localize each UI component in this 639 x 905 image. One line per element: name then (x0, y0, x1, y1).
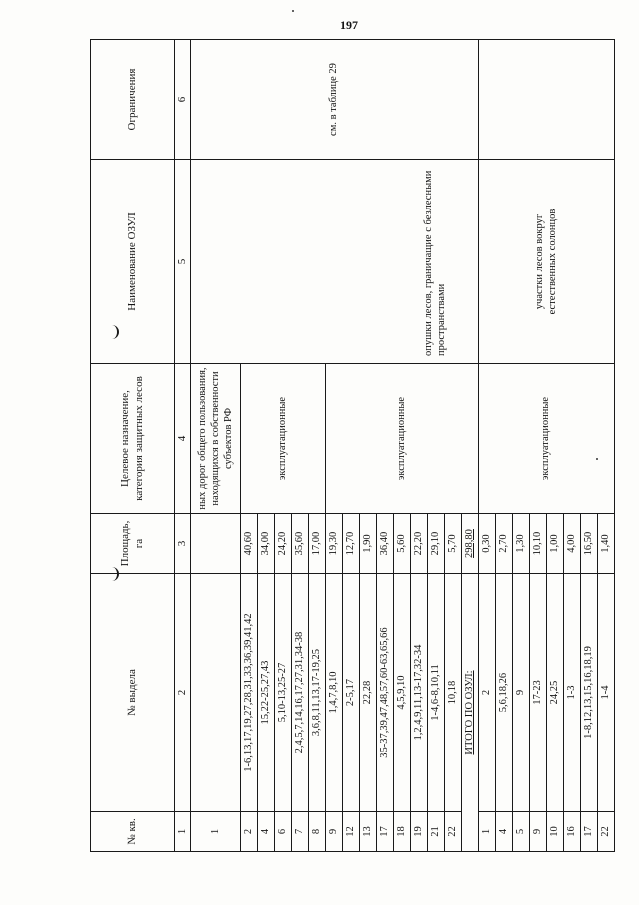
vydel-cell: 2 (479, 574, 496, 812)
area-cell: 2,70 (496, 514, 513, 574)
area-cell: 12,70 (343, 514, 360, 574)
vydel-cell: 10,18 (445, 574, 462, 812)
area-cell: 4,00 (564, 514, 581, 574)
area-cell: 36,40 (377, 514, 394, 574)
col-number: 5 (175, 160, 191, 364)
area-cell: 10,10 (530, 514, 547, 574)
area-cell: 0,30 (479, 514, 496, 574)
col-number: 1 (175, 812, 191, 852)
vydel-cell: 1,4,7,8,10 (326, 574, 343, 812)
kv-cell: 18 (394, 812, 411, 852)
vydel-cell: 1-4,6-8,10,11 (428, 574, 445, 812)
col-number: 4 (175, 364, 191, 514)
area-cell: 40,60 (241, 514, 258, 574)
limits-cell: см. в таблице 29 (191, 40, 479, 160)
kv-cell: 19 (411, 812, 428, 852)
vydel-cell: 1-4 (598, 574, 615, 812)
kv-cell: 21 (428, 812, 445, 852)
area-cell: 29,10 (428, 514, 445, 574)
col-number: 2 (175, 574, 191, 812)
scan-speck (292, 10, 294, 12)
kv-cell: 2 (241, 812, 258, 852)
area-cell: 17,00 (309, 514, 326, 574)
header-name: Наименование ОЗУЛ (91, 160, 175, 364)
area-cell: 5,60 (394, 514, 411, 574)
area-cell: 16,50 (581, 514, 598, 574)
area-cell: 1,00 (547, 514, 564, 574)
name-text-salt-licks: участки лесов вокруг естественных солонцов (534, 208, 558, 315)
total-area: 298,80 (462, 514, 479, 574)
header-row (91, 40, 175, 852)
kv-cell: 17 (581, 812, 598, 852)
page-number: 197 (340, 18, 358, 32)
kv-cell: 4 (496, 812, 513, 852)
area-cell: 35,60 (292, 514, 309, 574)
purpose-cell-group-1: эксплуатационные (241, 364, 326, 514)
vydel-cell: 5,6,18,26 (496, 574, 513, 812)
kv-cell: 5 (513, 812, 530, 852)
area-cell: 1,90 (360, 514, 377, 574)
header-purpose: Целевое назначение, категория защитных лесов (91, 364, 175, 514)
vydel-cell: 1-8,12,13,15,16,18,19 (581, 574, 598, 812)
kv-cell: 13 (360, 812, 377, 852)
table-row (479, 40, 496, 852)
total-label: ИТОГО ПО ОЗУЛ: (462, 574, 479, 852)
area-cell: 5,70 (445, 514, 462, 574)
vydel-cell: 1-3 (564, 574, 581, 812)
kv-cell: 6 (275, 812, 292, 852)
vydel-cell: 9 (513, 574, 530, 812)
vydel-cell: 1,2,4,9,11,13-17,32-34 (411, 574, 428, 812)
area-cell: 22,20 (411, 514, 428, 574)
kv-cell: 9 (326, 812, 343, 852)
cont-kv: 1 (191, 812, 241, 852)
col-number: 3 (175, 514, 191, 574)
kv-cell: 17 (377, 812, 394, 852)
kv-cell: 8 (309, 812, 326, 852)
area-cell: 1,30 (513, 514, 530, 574)
area-cell: 19,30 (326, 514, 343, 574)
area-cell: 24,20 (275, 514, 292, 574)
kv-cell: 12 (343, 812, 360, 852)
vydel-cell: 35-37,39,47,48,57,60-63,65,66 (377, 574, 394, 812)
header-limits: Ограничения (91, 40, 175, 160)
kv-cell: 9 (530, 812, 547, 852)
vydel-cell: 24,25 (547, 574, 564, 812)
vydel-cell: 2,4,5,7,14,16,17,27,31,34-38 (292, 574, 309, 812)
vydel-cell: 17-23 (530, 574, 547, 812)
purpose-cell-group-2: эксплуатационные (326, 364, 479, 514)
name-text-forest-edges: опушки лесов, граничащие с безлесными пространствами (423, 170, 447, 356)
rotated-table-container (90, 40, 611, 852)
limits-cell-group-3-empty (479, 40, 615, 160)
header-vydel: № выдела (91, 574, 175, 812)
cont-area-empty (191, 514, 241, 574)
kv-cell: 4 (258, 812, 275, 852)
kv-cell: 16 (564, 812, 581, 852)
name-cell-group-3 (479, 160, 615, 364)
vydel-cell: 4,5,9,10 (394, 574, 411, 812)
area-cell: 34,00 (258, 514, 275, 574)
vydel-cell: 15,22-25,27,43 (258, 574, 275, 812)
vydel-cell: 2-5,17 (343, 574, 360, 812)
kv-cell: 10 (547, 812, 564, 852)
kv-cell: 22 (598, 812, 615, 852)
cont-vydel-empty (191, 574, 241, 812)
header-area: Площадь, га (91, 514, 175, 574)
purpose-cell-group-3: эксплуатационные (479, 364, 615, 514)
kv-cell: 7 (292, 812, 309, 852)
continuation-row (191, 40, 241, 852)
vydel-cell: 1-6,13,17,19,27,28,31,33,36,39,41,42 (241, 574, 258, 812)
name-cell-group-1-2 (191, 160, 479, 364)
col-number: 6 (175, 40, 191, 160)
vydel-cell: 22,28 (360, 574, 377, 812)
header-kv: № кв. (91, 812, 175, 852)
ozul-table (90, 39, 615, 852)
area-cell: 1,40 (598, 514, 615, 574)
cont-purpose-text: ных дорог общего пользования, находящихся в собственности субъектов РФ (191, 364, 241, 514)
kv-cell: 1 (479, 812, 496, 852)
kv-cell: 22 (445, 812, 462, 852)
column-number-row (175, 40, 191, 852)
vydel-cell: 5,10-13,25-27 (275, 574, 292, 812)
vydel-cell: 3,6,8,11,13,17-19,25 (309, 574, 326, 812)
